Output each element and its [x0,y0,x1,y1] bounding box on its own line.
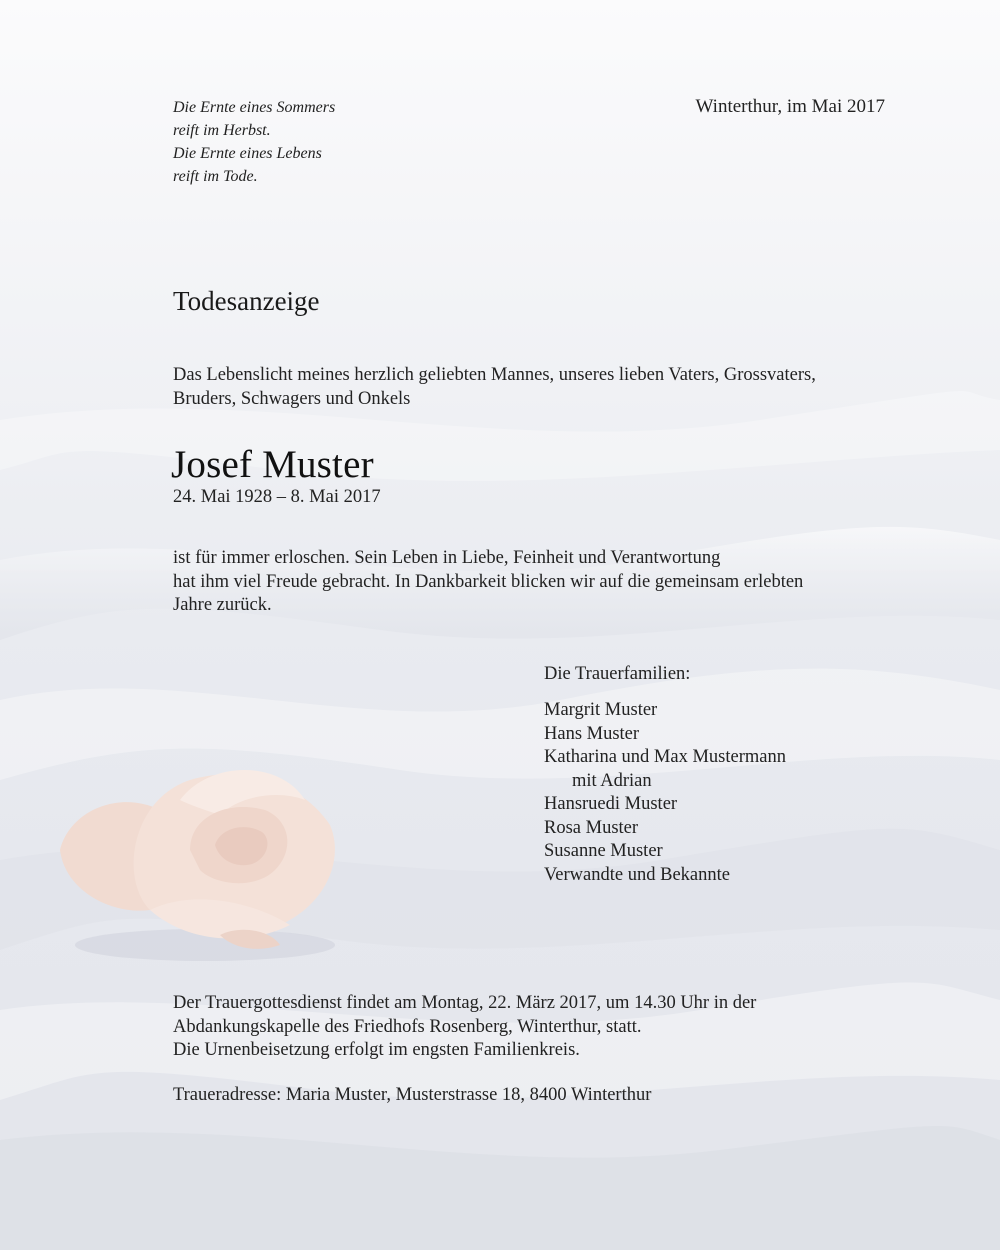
mourning-address: Traueradresse: Maria Muster, Musterstrasse 18, 8400 Winterthur [173,1085,652,1105]
mourner-name: Rosa Muster [544,817,639,838]
mourners-label: Die Trauerfamilien: [544,664,691,684]
intro-line: Bruders, Schwagers und Onkels [173,388,411,409]
service-line: Die Urnenbeisetzung erfolgt im engsten Familienkreis. [173,1040,580,1060]
mourners-list [544,699,894,887]
place-date: Winterthur, im Mai 2017 [695,96,885,117]
message-line: hat ihm viel Freude gebracht. In Dankbarkeit blicken wir auf die gemeinsam erlebten [173,571,804,592]
motto-line: Die Ernte eines Sommers [173,99,336,116]
message-line: ist für immer erloschen. Sein Leben in Liebe, Feinheit und Verantwortung [173,548,721,568]
motto-line: Die Ernte eines Lebens [173,145,322,162]
mourner-name: Katharina und Max Mustermann [544,747,786,767]
deceased-name: Josef Muster [171,443,374,486]
mourner-name: Susanne Muster [544,841,663,861]
mourner-name: Hansruedi Muster [544,794,678,814]
notice-title: Todesanzeige [173,286,320,316]
mourner-name: Verwandte und Bekannte [544,864,730,885]
service-line: Abdankungskapelle des Friedhofs Rosenberg, Winterthur, statt. [173,1016,642,1037]
mourner-name: Margrit Muster [544,700,658,720]
service-line: Der Trauergottesdienst findet am Montag, 22. März 2017, um 14.30 Uhr in der [173,993,757,1013]
motto-line: reift im Herbst. [173,122,271,139]
motto-line: reift im Tode. [173,168,258,185]
service-info [173,992,903,1063]
motto-verse [173,96,453,188]
message-paragraph [173,547,893,618]
intro-line: Das Lebenslicht meines herzlich geliebten Mannes, unseres lieben Vaters, Grossvaters, [173,365,816,385]
life-dates: 24. Mai 1928 – 8. Mai 2017 [173,487,381,507]
intro-paragraph [173,364,903,411]
mourner-name: mit Adrian [572,770,652,791]
message-line: Jahre zurück. [173,595,272,615]
mourner-name: Hans Muster [544,723,640,744]
